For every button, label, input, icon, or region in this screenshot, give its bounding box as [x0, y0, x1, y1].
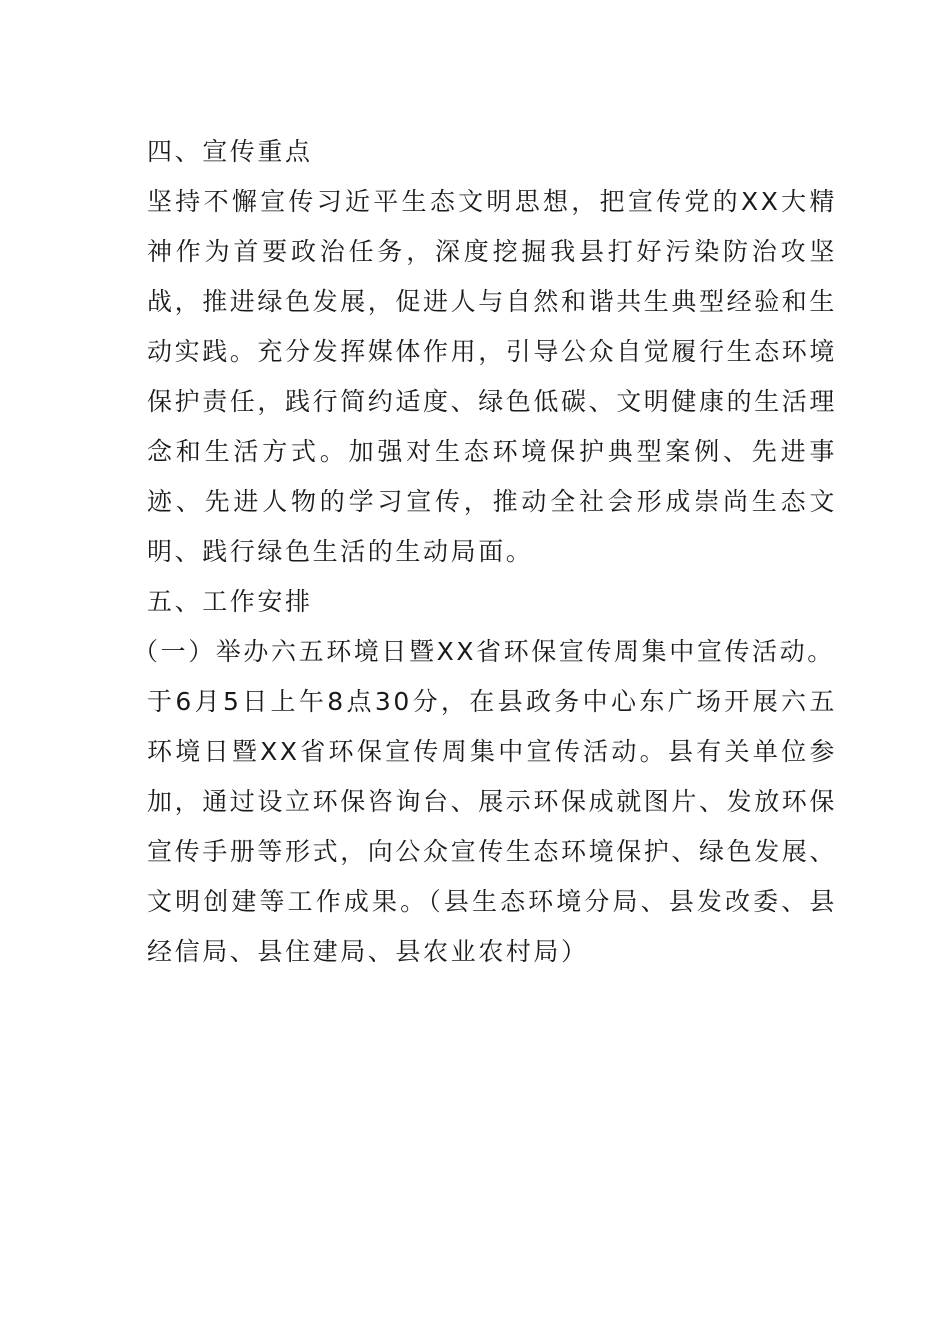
section-5-item-1-paragraph: 于6月5日上午8点30分，在县政务中心东广场开展六五环境日暨XX省环保宣传周集中宣传活动。县有关单位参加，通过设立环保咨询台、展示环保成就图片、发放环保宣传手册等形式，向公众宣传生态环境保护、绿色发展、文明创建等工作成果。（县生态环境分局、县发改委、县经信局、县住建局、县农业农村局）	[147, 687, 838, 966]
document-content	[133, 127, 838, 977]
section-5-item-1-heading: （一）举办六五环境日暨XX省环保宣传周集中宣传活动。	[133, 637, 835, 666]
section-4-paragraph: 坚持不懈宣传习近平生态文明思想，把宣传党的XX大精神作为首要政治任务，深度挖掘我县打好污染防治攻坚战，推进绿色发展，促进人与自然和谐共生典型经验和生动实践。充分发挥媒体作用，引导公众自觉履行生态环境保护责任，践行简约适度、绿色低碳、文明健康的生活理念和生活方式。加强对生态环境保护典型案例、先进事迹、先进人物的学习宣传，推动全社会形成崇尚生态文明、践行绿色生活的生动局面。	[147, 187, 838, 566]
section-4-heading: 四、宣传重点	[147, 137, 313, 166]
section-5-heading: 五、工作安排	[147, 587, 313, 616]
